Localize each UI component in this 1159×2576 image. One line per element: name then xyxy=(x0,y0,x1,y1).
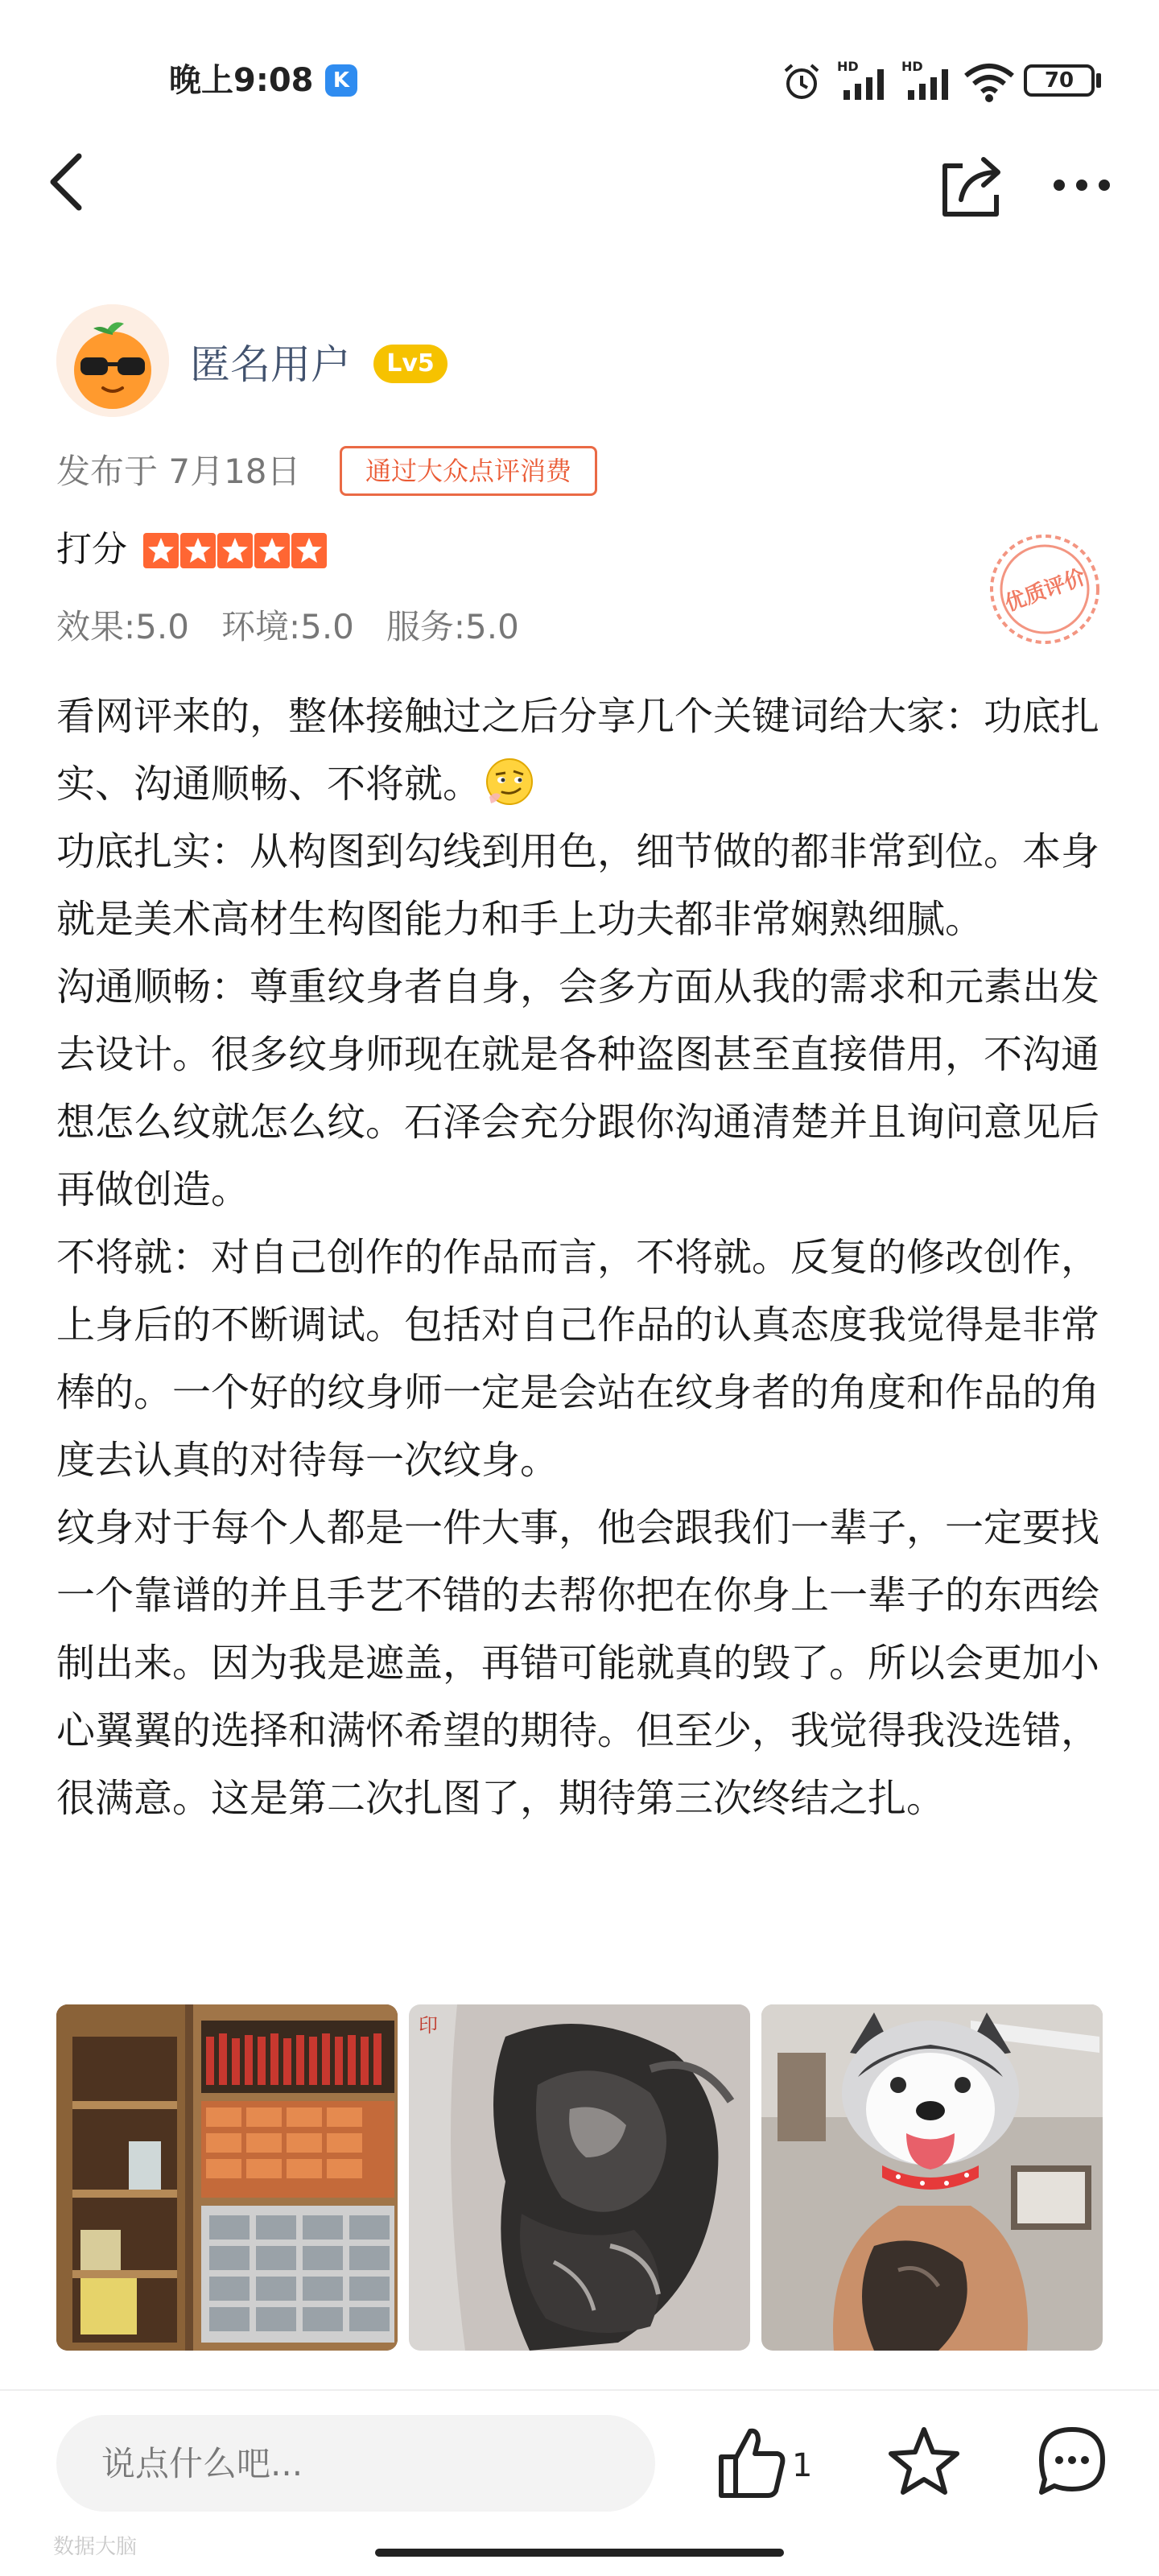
more-button[interactable] xyxy=(1050,161,1114,209)
avatar[interactable] xyxy=(56,304,169,417)
review-content xyxy=(56,683,1111,1832)
comment-input[interactable] xyxy=(56,2415,655,2512)
share-icon xyxy=(934,150,1006,222)
bottom-action-bar xyxy=(0,2389,1159,2576)
review-photos xyxy=(56,2004,1104,2351)
star-rating xyxy=(143,533,327,570)
star-outline-icon xyxy=(884,2421,964,2502)
sub-scores xyxy=(56,602,519,652)
review-paragraph: 功底扎实：从构图到勾线到用色，细节做的都非常到位。本身就是美术高材生构图能力和手上功夫都非常娴熟细腻。 xyxy=(56,829,1100,942)
orange-sunglasses-avatar-icon xyxy=(56,304,169,417)
studio-shelves-image xyxy=(56,2004,398,2351)
like-button[interactable] xyxy=(715,2421,827,2502)
score-label: 打分 xyxy=(56,529,127,570)
review-paragraph: 看网评来的，整体接触过之后分享几个关键词给大家：功底扎实、沟通顺畅、不将就。 xyxy=(56,694,1100,807)
chat-bubble-icon xyxy=(1032,2421,1112,2502)
watermark: 数据大脑 xyxy=(53,2535,138,2559)
home-indicator[interactable] xyxy=(375,2549,784,2557)
author-name[interactable]: 匿名用户 xyxy=(190,341,351,388)
svg-text:HD: HD xyxy=(837,59,859,74)
like-count: 1 xyxy=(792,2447,813,2484)
battery-nub xyxy=(1096,73,1101,88)
review-paragraph: 沟通顺畅：尊重纹身者自身，会多方面从我的需求和元素出发去设计。很多纹身师现在就是各种盗图甚至直接借用，不沟通想怎么纹就怎么纹。石泽会充分跟你沟通清楚并且询问意见后再做创造。 xyxy=(56,964,1100,1212)
star-icon xyxy=(254,533,290,568)
review-paragraph: 纹身对于每个人都是一件大事，他会跟我们一辈子，一定要找一个靠谱的并且手艺不错的去帮你把在你身上一辈子的东西绘制出来。因为我是遮盖，再错可能就真的毁了。所以会更加小心翼翼的选择和满怀希望的期待。但至少，我觉得我没选错，很满意。这是第二次扎图了，期待第三次终结之扎。 xyxy=(56,1505,1100,1821)
signal-hd-1-icon xyxy=(837,58,893,103)
chevron-left-icon xyxy=(42,150,106,214)
smirk-emoji-icon xyxy=(485,757,534,807)
star-icon xyxy=(291,533,327,568)
husky-selfie-image xyxy=(761,2004,1103,2351)
status-bar xyxy=(0,0,1159,161)
more-dots-icon xyxy=(1050,161,1114,209)
sub-score: 效果:5.0 xyxy=(56,607,189,646)
thumbs-up-icon xyxy=(715,2421,787,2502)
sub-score: 环境:5.0 xyxy=(221,607,354,646)
battery-icon xyxy=(1024,64,1095,97)
comment-button[interactable] xyxy=(1032,2421,1112,2502)
review-photo-dragon-tattoo[interactable] xyxy=(409,2004,750,2351)
star-icon xyxy=(180,533,216,568)
quality-review-seal xyxy=(987,531,1103,647)
favorite-button[interactable] xyxy=(884,2421,964,2502)
svg-text:HD: HD xyxy=(901,59,923,74)
app-notification-icon: K xyxy=(325,64,357,97)
quality-seal-icon xyxy=(987,531,1103,647)
signal-hd-2-icon xyxy=(901,58,958,103)
review-photo-studio-shelves[interactable] xyxy=(56,2004,398,2351)
publish-date: 发布于 7月18日 xyxy=(56,452,301,491)
star-icon xyxy=(143,533,179,568)
back-button[interactable] xyxy=(42,150,106,214)
source-tag: 通过大众点评消费 xyxy=(340,446,597,496)
dragon-tattoo-image xyxy=(409,2004,750,2351)
status-time: 晚上9:08 xyxy=(169,62,314,99)
share-button[interactable] xyxy=(934,150,1006,222)
quality-seal-text: 优质评价 xyxy=(1001,564,1089,617)
battery-level: 70 xyxy=(1044,68,1074,93)
alarm-icon xyxy=(781,61,823,103)
review-photo-husky-selfie[interactable] xyxy=(761,2004,1103,2351)
wifi-icon xyxy=(963,61,1016,103)
review-paragraph: 不将就：对自己创作的作品而言，不将就。反复的修改创作，上身后的不断调试。包括对自己作品的认真态度我觉得是非常棒的。一个好的纹身师一定是会站在纹身者的角度和作品的角度去认真的对待每一次纹身。 xyxy=(56,1235,1100,1483)
level-badge: Lv5 xyxy=(373,345,448,383)
sub-score: 服务:5.0 xyxy=(386,607,519,646)
star-icon xyxy=(217,533,253,568)
svg-text:印: 印 xyxy=(419,2014,438,2037)
